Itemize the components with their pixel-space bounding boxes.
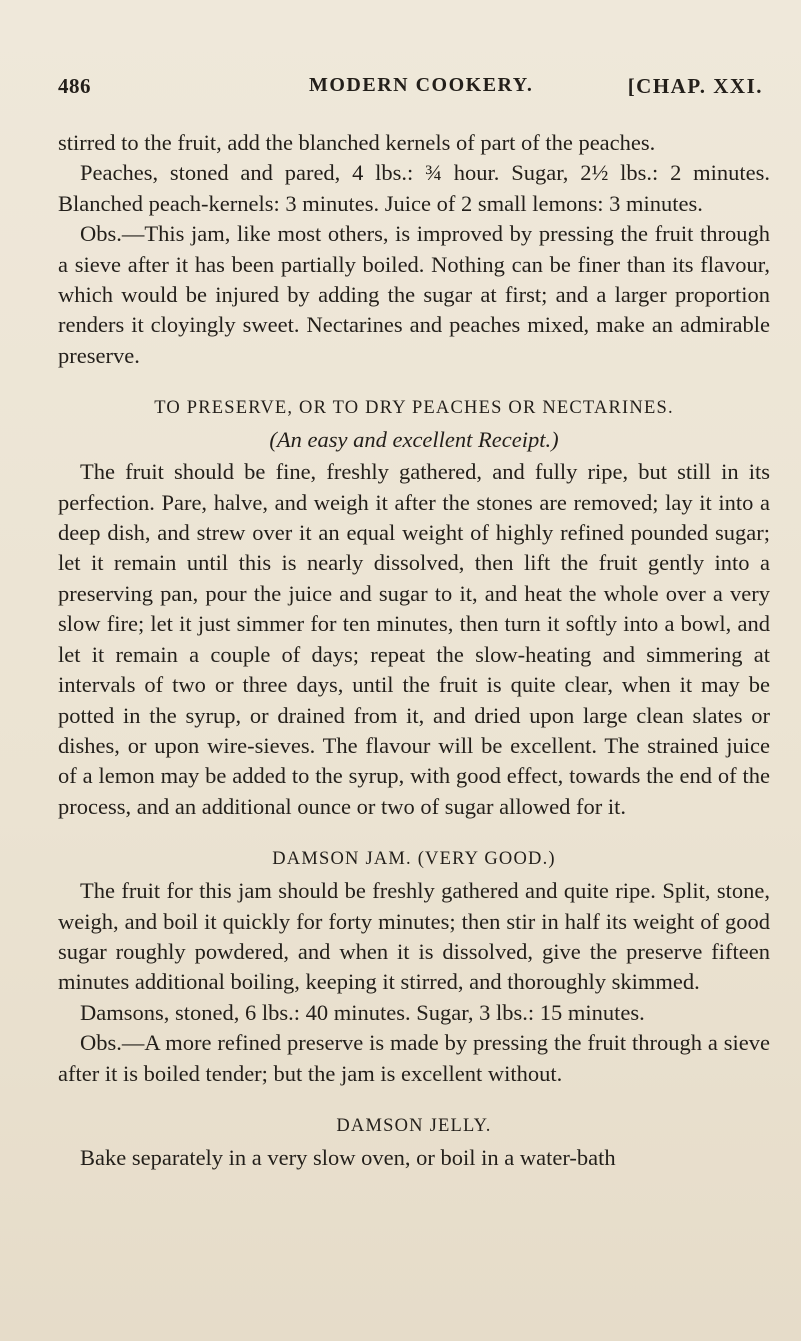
heading-damson-jam: DAMSON JAM. (VERY GOOD.) <box>272 849 556 870</box>
chapter-marker: [CHAP. XXI. <box>627 74 763 98</box>
paragraph-preserve-peaches: The fruit should be fine, freshly gathered, and fully ripe, but still in its perfection. Pare, halve, and weigh it after the stones are removed; lay it into a deep dish, and strew over it an equal weight of highly refined pounded sugar; let it remain until this is nearly dissolved, then lift the fruit gently into a preserving pan, pour the juice and sugar to it, and heat the whole over a very slow fire; let it just simmer for ten minutes, then turn it softly into a bowl, and let it remain a couple of days; repeat the slow-heating and simmering at intervals of two or three days, until the fruit is quite clear, when it may be potted in the syrup, or drained from it, and dried upon large clean slates or dishes, or upon wire-sieves. The flavour will be excellent. The strained juice of a lemon may be added to the syrup, with good effect, towards the end of the process, and an additional ounce or two of sugar allowed for it. <box>58 459 770 819</box>
paragraph-continuation: stirred to the fruit, add the blanched kernels of part of the peaches. <box>58 130 656 155</box>
page-body <box>58 128 770 1173</box>
paragraph-damson-obs: Obs.—A more refined preserve is made by pressing the fruit through a sieve after it is boiled tender; but the jam is excellent without. <box>58 1030 770 1086</box>
paragraph-peach-quantities: Peaches, stoned and pared, 4 lbs.: ¾ hour. Sugar, 2½ lbs.: 2 minutes. Blanched peach-kernels: 3 minutes. Juice of 2 small lemons: 3 minutes. <box>58 160 770 216</box>
running-header <box>58 74 777 104</box>
paragraph-peach-obs: Obs.—This jam, like most others, is improved by pressing the fruit through a sieve after it has been partially boiled. Nothing can be finer than its flavour, which would be injured by adding the sugar at first; and a larger proportion renders it cloyingly sweet. Nectarines and peaches mixed, make an admirable preserve. <box>58 221 770 368</box>
heading-preserve-peaches: TO PRESERVE, OR TO DRY PEACHES OR NECTARINES. <box>154 398 674 419</box>
running-title: MODERN COOKERY. <box>309 74 534 96</box>
heading-damson-jelly: DAMSON JELLY. <box>336 1115 492 1136</box>
subheading-easy-receipt: (An easy and excellent Receipt.) <box>269 427 559 453</box>
paragraph-damson-jelly: Bake separately in a very slow oven, or boil in a water-bath <box>80 1144 616 1170</box>
paragraph-damson-quantities: Damsons, stoned, 6 lbs.: 40 minutes. Sugar, 3 lbs.: 15 minutes. <box>80 999 645 1025</box>
page-number: 486 <box>58 74 91 98</box>
paragraph-damson-jam: The fruit for this jam should be freshly gathered and quite ripe. Split, stone, weigh, and boil it quickly for forty minutes; then stir in half its weight of good sugar roughly powdered, and when it is dissolved, give the preserve fifteen minutes additional boiling, keeping it stirred, and thoroughly skimmed. <box>58 878 770 995</box>
